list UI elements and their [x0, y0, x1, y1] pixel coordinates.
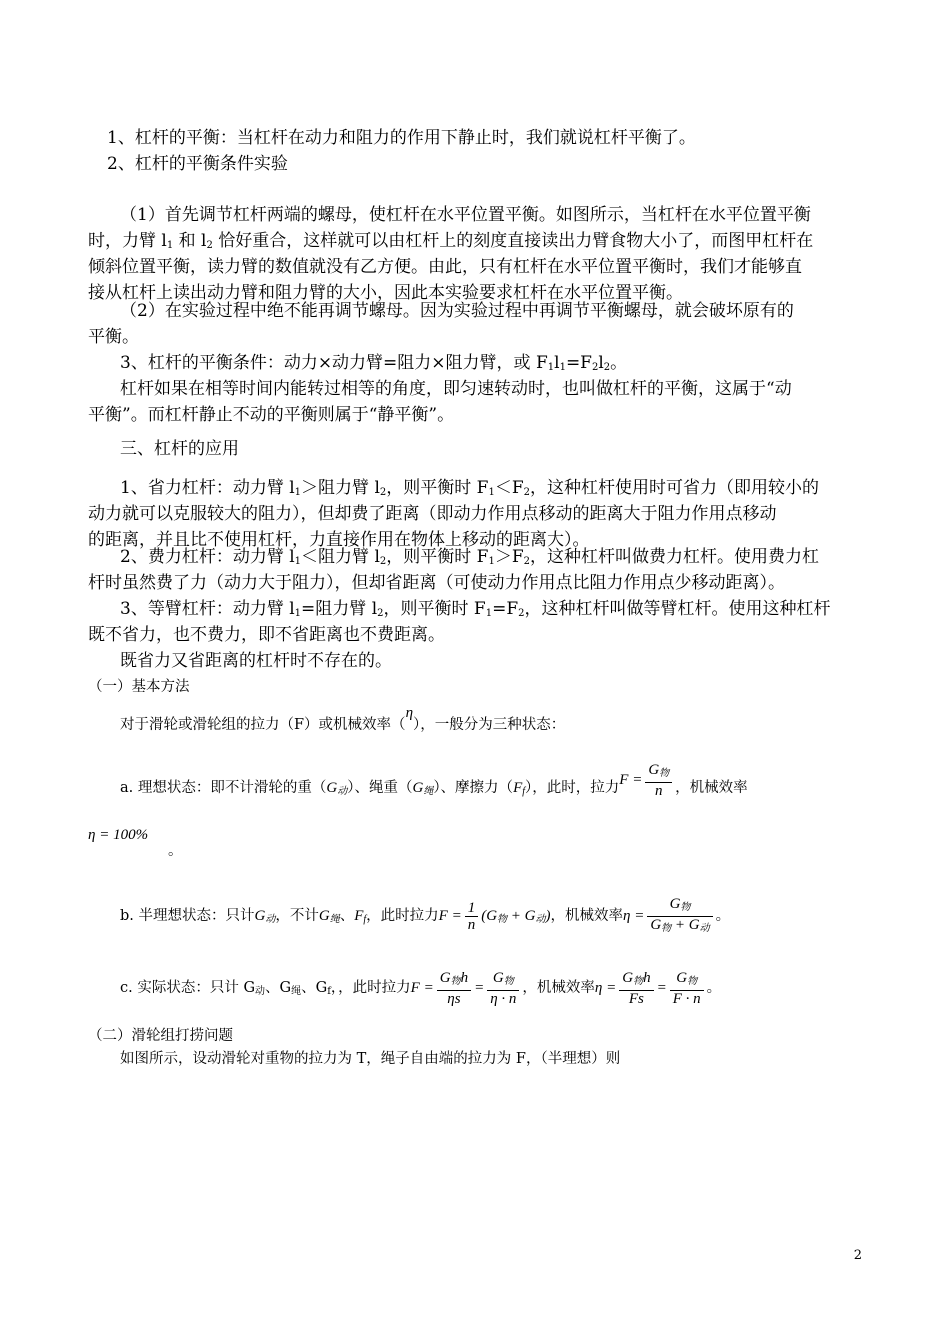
dynamic-balance-line2: 平衡”。而杠杆静止不动的平衡则属于“静平衡”。 — [88, 405, 455, 425]
pulley-salvage-text: 如图所示，设动滑轮对重物的拉力为 T，绳子自由端的拉力为 F，（半理想）则 — [120, 1051, 621, 1067]
lever-application-heading: 三、杠杆的应用 — [120, 439, 239, 459]
lever-experiment-heading: 2、杠杆的平衡条件实验 — [107, 154, 288, 174]
pulley-salvage-heading: （二）滑轮组打捞问题 — [88, 1028, 233, 1044]
page-number: 2 — [853, 1248, 862, 1263]
semi-ideal-state: b. 半理想状态：只计$G_动$，不计$G_绳$、$F_f$，此时拉力F = $\frac{1}{n}$ $(G_物 + G_动)$，机械效率η = $\frac{G_物}{G_物 + G_动}$ 。 — [120, 896, 731, 934]
app1-line2: 动力就可以克服较大的阻力），但却费了距离（即动力作用点移动的距离大于阻力作用点移动 — [88, 504, 777, 524]
app1-line3: 的距离，并且比不使用杠杆，力直接作用在物体上移动的距离大）。 — [88, 530, 590, 550]
app2-line1: 2、费力杠杆：动力臂 $l_1<$阻力臂 $l_2$，则平衡时 $F_1>F_2$，这种杠杆叫做费力杠杆。使用费力杠 — [120, 547, 820, 567]
balance-condition: 3、杠杆的平衡条件：动力×动力臂=阻力×阻力臂，或 $F_1l_1=F_2l_2$。 — [120, 353, 628, 373]
para2-line1: （2）在实验过程中绝不能再调节螺母。因为实验过程中再调节平衡螺母，就会破坏原有的 — [120, 301, 794, 321]
basic-method-heading: （一）基本方法 — [88, 679, 190, 695]
basic-method-intro: 对于滑轮或滑轮组的拉力（F）或机械效率（η），一般分为三种状态： — [120, 705, 566, 733]
lever-balance-definition: 1、杠杆的平衡：当杠杆在动力和阻力的作用下静止时，我们就说杠杆平衡了。 — [107, 128, 696, 148]
para1-line2: 时，力臂 $l_1$ 和 $l_2$ 恰好重合，这样就可以由杠杆上的刻度直接读出力臂食物大小了，而图甲杠杆在 — [88, 231, 814, 251]
app3-line2: 既不省力，也不费力，即不省距离也不费距离。 — [88, 625, 445, 645]
para1-line1: （1）首先调节杠杆两端的螺母，使杠杆在水平位置平衡。如图所示，当杠杆在水平位置平衡 — [120, 205, 811, 225]
app1-line1: 1、省力杠杆：动力臂 $l_1>$阻力臂 $l_2$，则平衡时 $F_1<F_2$，这种杠杆使用时可省力（即用较小的 — [120, 478, 820, 498]
ideal-state: a. 理想状态：即不计滑轮的重$(G_动)$、绳重$(G_绳)$、摩擦力$(F_f)$，此时，拉力F = $\frac{G_物}{n}$ ，机械效率 — [120, 762, 748, 799]
ideal-efficiency: η = 100% — [88, 827, 149, 843]
actual-state: c. 实际状态：只计 $G_动$、$G_绳$、$G_f$，，此时拉力F = $\frac{G_物h}{\eta s}$ = $\frac{G_物}{\eta \cdot n}$ ，机械效率η = $\frac{G_物h}{Fs}$ = $\frac{G_物}{F \cdot n}$ 。 — [120, 970, 722, 1007]
para1-line4: 接从杠杆上读出动力臂和阻力臂的大小，因此本实验要求杠杆在水平位置平衡。 — [88, 283, 683, 303]
app3-line1: 3、等臂杠杆：动力臂 $l_1=$阻力臂 $l_2$，则平衡时 $F_1=F_2$，这种杠杆叫做等臂杠杆。使用这种杠杆 — [120, 599, 831, 619]
para1-line3: 倾斜位置平衡，读力臂的数值就没有乙方便。由此，只有杠杆在水平位置平衡时，我们才能够直 — [88, 257, 802, 277]
nonexistent-lever-note: 既省力又省距离的杠杆时不存在的。 — [120, 651, 392, 671]
para2-line2: 平衡。 — [88, 327, 139, 347]
ideal-period: 。 — [168, 843, 183, 859]
dynamic-balance-line1: 杠杆如果在相等时间内能转过相等的角度，即匀速转动时，也叫做杠杆的平衡，这属于“动 — [120, 379, 792, 399]
app2-line2: 杆时虽然费了力（动力大于阻力），但却省距离（可使动力作用点比阻力作用点少移动距离）。 — [88, 573, 785, 593]
